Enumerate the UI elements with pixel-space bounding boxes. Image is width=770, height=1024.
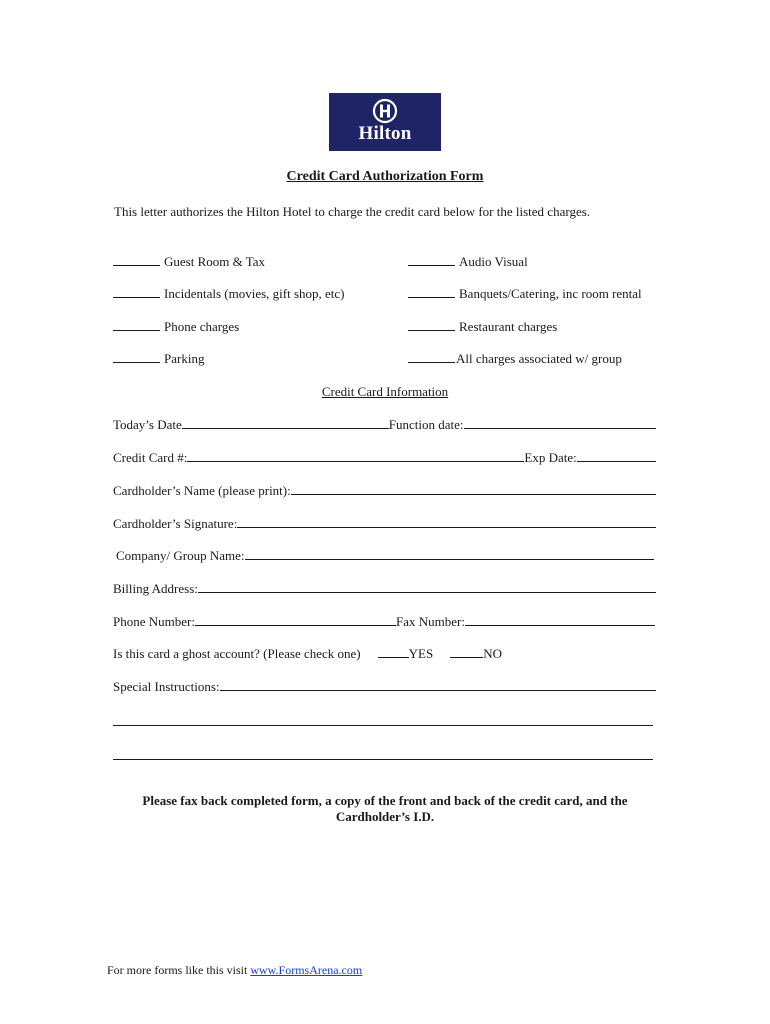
ghost-yes-field[interactable] (378, 646, 409, 658)
credit-card-label: Credit Card #: (113, 450, 188, 465)
cardholder-name-field[interactable] (291, 483, 656, 495)
cardholder-signature-field[interactable] (237, 516, 656, 528)
check-blank[interactable] (113, 319, 160, 331)
footer-line (107, 963, 362, 978)
charge-label: Audio Visual (459, 254, 528, 269)
cardholder-signature-label: Cardholder’s Signature: (113, 516, 238, 531)
row-billing-address (113, 581, 656, 597)
phone-number-label: Phone Number: (113, 614, 195, 629)
special-instructions-line-3[interactable] (113, 759, 653, 760)
todays-date-label: Today’s Date (113, 417, 182, 432)
charge-restaurant[interactable] (408, 319, 557, 335)
logo-text: Hilton (358, 123, 412, 144)
special-instructions-line-2[interactable] (113, 725, 653, 726)
company-group-field[interactable] (245, 548, 654, 560)
charge-audio-visual[interactable] (408, 254, 528, 270)
row-ghost-account (113, 646, 502, 662)
hilton-logo (329, 93, 441, 151)
closing-note: Please fax back completed form, a copy of the front and back of the credit card, and the Cardholder’s I.D. (142, 793, 628, 824)
check-blank[interactable] (408, 351, 455, 363)
check-blank[interactable] (408, 254, 455, 266)
hilton-h-icon (372, 98, 398, 124)
charge-phone[interactable] (113, 319, 239, 335)
charge-label: Restaurant charges (459, 319, 558, 334)
phone-number-field[interactable] (195, 614, 396, 626)
charge-label: All charges associated w/ group (456, 351, 622, 366)
charge-label: Guest Room & Tax (164, 254, 266, 269)
ghost-no-label: NO (483, 646, 502, 661)
function-date-label: Function date: (388, 417, 464, 432)
footer-link[interactable]: www.FormsArena.com (250, 963, 363, 977)
cardholder-name-label: Cardholder’s Name (please print): (113, 483, 291, 498)
billing-address-field[interactable] (198, 581, 656, 593)
row-special-instructions (113, 679, 656, 695)
intro-text: This letter authorizes the Hilton Hotel to charge the credit card below for the listed charges. (114, 204, 591, 219)
todays-date-field[interactable] (182, 417, 389, 429)
check-blank[interactable] (113, 286, 160, 298)
charge-banquets[interactable] (408, 286, 642, 302)
fax-number-field[interactable] (465, 614, 655, 626)
exp-date-label: Exp Date: (524, 450, 577, 465)
row-cardholder-name (113, 483, 656, 499)
footer-prefix: For more forms like this visit (107, 963, 251, 977)
fax-number-label: Fax Number: (395, 614, 465, 629)
row-phone-fax (113, 614, 655, 630)
charge-parking[interactable] (113, 351, 204, 367)
special-instructions-label: Special Instructions: (113, 679, 220, 694)
special-instructions-field[interactable] (220, 679, 656, 691)
row-credit-card (113, 450, 656, 466)
check-blank[interactable] (408, 319, 455, 331)
company-group-label: Company/ Group Name: (116, 548, 245, 563)
row-company-group (116, 548, 654, 564)
check-blank[interactable] (113, 351, 160, 363)
charge-guest-room[interactable] (113, 254, 265, 270)
row-dates (113, 417, 656, 433)
check-blank[interactable] (113, 254, 160, 266)
charge-incidentals[interactable] (113, 286, 345, 302)
charge-label: Incidentals (movies, gift shop, etc) (164, 286, 345, 301)
ghost-no-field[interactable] (450, 646, 483, 658)
charge-all-group[interactable] (408, 351, 622, 367)
charge-label: Banquets/Catering, inc room rental (459, 286, 642, 301)
ghost-yes-label: YES (408, 646, 434, 661)
credit-card-field[interactable] (187, 450, 524, 462)
ghost-question-label: Is this card a ghost account? (Please check one) (113, 646, 361, 661)
billing-address-label: Billing Address: (113, 581, 198, 596)
check-blank[interactable] (408, 286, 455, 298)
function-date-field[interactable] (464, 417, 656, 429)
row-cardholder-signature (113, 516, 656, 532)
section-heading: Credit Card Information (321, 384, 449, 399)
exp-date-field[interactable] (577, 450, 656, 462)
charge-label: Phone charges (164, 319, 240, 334)
form-title: Credit Card Authorization Form (286, 169, 484, 184)
charge-label: Parking (164, 351, 205, 366)
